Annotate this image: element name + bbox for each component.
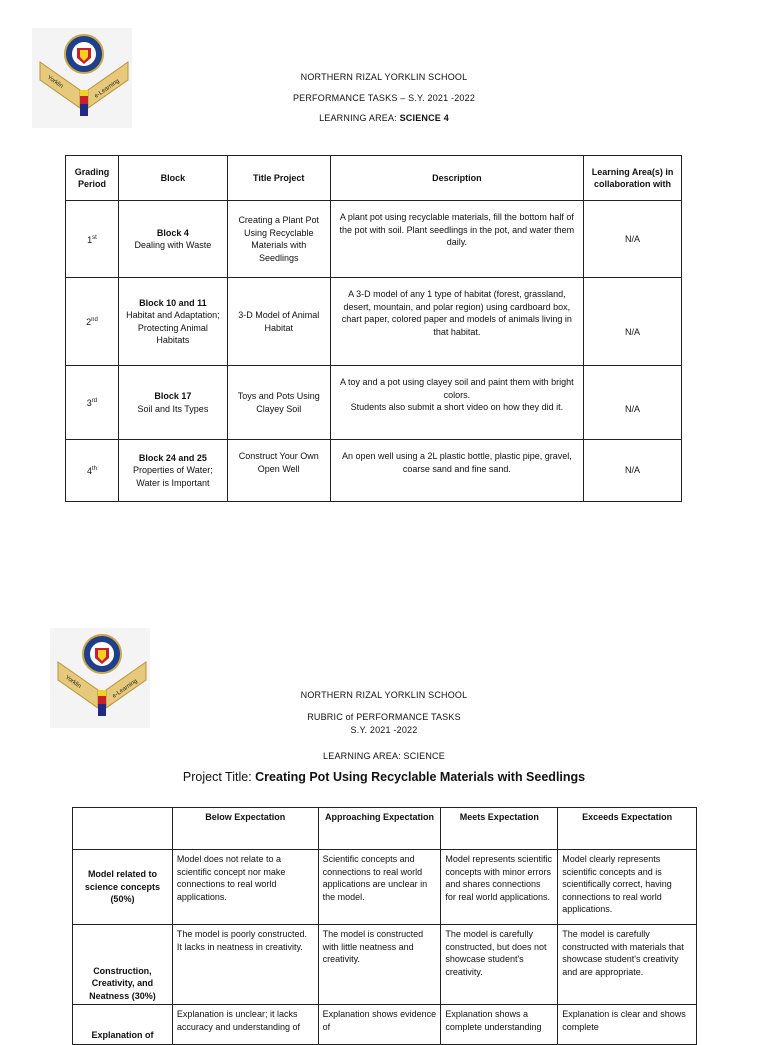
col-header: Block xyxy=(118,156,227,201)
table-header-row xyxy=(73,808,697,850)
table-row xyxy=(73,925,697,1005)
description: An open well using a 2L plastic bottle, plastic pipe, gravel, coarse sand and fine sand. xyxy=(330,440,583,502)
title-project: Construct Your Own Open Well xyxy=(227,440,330,502)
rubric-cell: Scientific concepts and connections to real world applications are unclear in the model. xyxy=(318,850,441,925)
collaboration: N/A xyxy=(584,278,682,366)
table-header-row xyxy=(66,156,682,201)
grading-period: 2nd xyxy=(66,278,119,366)
learning-area: LEARNING AREA: SCIENCE 4 xyxy=(319,113,449,123)
title-project: Toys and Pots Using Clayey Soil xyxy=(227,366,330,440)
rubric-cell: Model represents scientific concepts with minor errors and shares connections for real world applications. xyxy=(441,850,558,925)
learning-area: LEARNING AREA: SCIENCE xyxy=(323,751,445,761)
rubric-cell: Model clearly represents scientific concepts and is scientifically correct, having connections to real world applications. xyxy=(558,850,697,925)
rubric-cell: The model is carefully constructed with materials that showcase student's creativity and are appropriate. xyxy=(558,925,697,1005)
table-row xyxy=(73,1005,697,1045)
school-name: NORTHERN RIZAL YORKLIN SCHOOL xyxy=(300,72,468,82)
grading-period: 4th xyxy=(66,440,119,502)
collaboration: N/A xyxy=(584,366,682,440)
criterion: Model related to science concepts (50%) xyxy=(73,850,173,925)
col-header: Below Expectation xyxy=(172,808,318,850)
rubric-cell: The model is constructed with little neatness and creativity. xyxy=(318,925,441,1005)
rubric-cell: Explanation shows evidence of xyxy=(318,1005,441,1045)
criterion: Explanation of xyxy=(73,1005,173,1045)
col-header: Description xyxy=(330,156,583,201)
rubric-cell: The model is poorly constructed. It lacks in neatness in creativity. xyxy=(172,925,318,1005)
svg-text:e-Learning: e-Learning xyxy=(93,78,121,100)
doc-subtitle: RUBRIC of PERFORMANCE TASKS xyxy=(307,712,461,722)
table-row xyxy=(66,440,682,502)
col-header: Meets Expectation xyxy=(441,808,558,850)
description: A toy and a pot using clayey soil and paint them with bright colors. Students also submit a short video on how they did it. xyxy=(330,366,583,440)
description: A 3-D model of any 1 type of habitat (forest, grassland, desert, mountain, and polar region) using cardboard box, chart paper, colored paper and models of animals living in that habitat. xyxy=(330,278,583,366)
school-name: NORTHERN RIZAL YORKLIN SCHOOL xyxy=(300,690,468,700)
block-cell: Block 24 and 25 Properties of Water; Water is Important xyxy=(118,440,227,502)
school-year: S.Y. 2021 -2022 xyxy=(350,725,418,735)
grading-period: 3rd xyxy=(66,366,119,440)
col-header: Approaching Expectation xyxy=(318,808,441,850)
block-cell: Block 4 Dealing with Waste xyxy=(118,201,227,278)
table-row xyxy=(66,278,682,366)
rubric-table xyxy=(72,807,697,1045)
doc-subtitle: PERFORMANCE TASKS – S.Y. 2021 -2022 xyxy=(292,93,476,103)
block-cell: Block 17 Soil and Its Types xyxy=(118,366,227,440)
col-header: Learning Area(s) in collaboration with xyxy=(584,156,682,201)
table-row xyxy=(66,201,682,278)
svg-text:e-Learning: e-Learning xyxy=(111,678,139,700)
title-project: 3-D Model of Animal Habitat xyxy=(227,278,330,366)
grading-period: 1st xyxy=(66,201,119,278)
block-cell: Block 10 and 11 Habitat and Adaptation; Protecting Animal Habitats xyxy=(118,278,227,366)
criterion: Construction, Creativity, and Neatness (30%) xyxy=(73,925,173,1005)
col-header xyxy=(73,808,173,850)
rubric-cell: Explanation is clear and shows complete xyxy=(558,1005,697,1045)
table-row xyxy=(66,366,682,440)
title-project: Creating a Plant Pot Using Recyclable Materials with Seedlings xyxy=(227,201,330,278)
rubric-cell: Model does not relate to a scientific concept nor make connections to real world applications. xyxy=(172,850,318,925)
svg-text:Yorklin: Yorklin xyxy=(63,674,82,690)
col-header: Grading Period xyxy=(66,156,119,201)
col-header: Exceeds Expectation xyxy=(558,808,697,850)
rubric-cell: The model is carefully constructed, but does not showcase student's creativity. xyxy=(441,925,558,1005)
rubric-cell: Explanation shows a complete understanding xyxy=(441,1005,558,1045)
description: A plant pot using recyclable materials, fill the bottom half of the pot with soil. Plant seedlings in the pot, and water them daily. xyxy=(330,201,583,278)
collaboration: N/A xyxy=(584,201,682,278)
col-header: Title Project xyxy=(227,156,330,201)
svg-text:Yorklin: Yorklin xyxy=(45,74,64,90)
rubric-cell: Explanation is unclear; it lacks accuracy and understanding of xyxy=(172,1005,318,1045)
table-row xyxy=(73,850,697,925)
project-title: Project Title: Creating Pot Using Recyclable Materials with Seedlings xyxy=(182,770,586,784)
performance-tasks-table xyxy=(65,155,682,502)
collaboration: N/A xyxy=(584,440,682,502)
